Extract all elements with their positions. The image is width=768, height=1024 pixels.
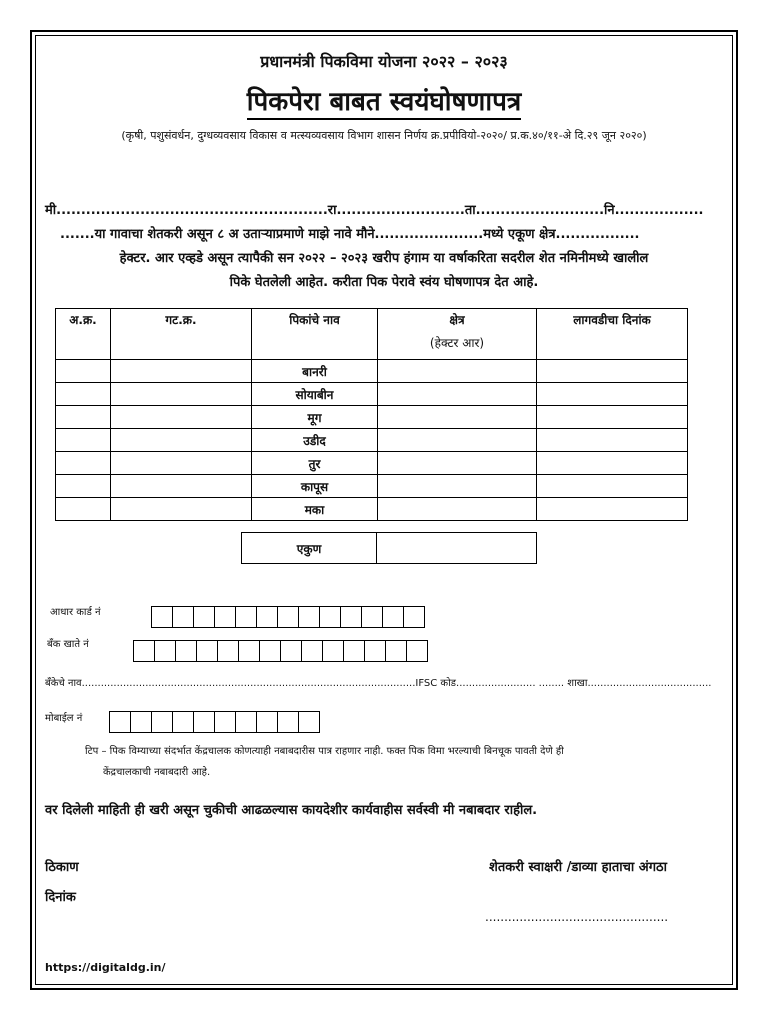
header-serial: अ.क्र. xyxy=(56,309,111,360)
cell-serial[interactable] xyxy=(56,475,111,498)
crop-name-cell: कापूस xyxy=(252,475,378,498)
cell-sowing-date[interactable] xyxy=(537,406,688,429)
total-row xyxy=(241,532,537,564)
total-label: एकुण xyxy=(242,533,377,564)
cell-serial[interactable] xyxy=(56,406,111,429)
cell-sowing-date[interactable] xyxy=(537,475,688,498)
header-area-label: क्षेत्र xyxy=(449,313,465,327)
crop-name-cell: मका xyxy=(252,498,378,521)
intro-line-2: .......या गावाचा शेतकरी असून ८ अ उताऱ्याप्रमाणे माझे नावे मौने......................मध्ये एकूण क्षेत्र................. xyxy=(60,227,640,242)
cell-group-no[interactable] xyxy=(111,498,252,521)
note-line-1: टिप – पिक विम्याच्या संदर्भात केंद्रचालक कोणत्याही नबाबदारीस पात्र राहणार नाही. फक्त पिक विमा भरल्याची बिनचूक पावती देणे ही xyxy=(85,746,564,757)
crop-name-cell: सोयाबीन xyxy=(252,383,378,406)
cell-area[interactable] xyxy=(378,406,537,429)
cell-serial[interactable] xyxy=(56,452,111,475)
aadhaar-input[interactable] xyxy=(152,606,425,628)
signature-line[interactable]: ................................................ xyxy=(485,910,669,924)
cell-sowing-date[interactable] xyxy=(537,452,688,475)
table-row xyxy=(56,406,688,429)
cell-group-no[interactable] xyxy=(111,475,252,498)
cell-area[interactable] xyxy=(378,383,537,406)
cell-group-no[interactable] xyxy=(111,383,252,406)
cell-area[interactable] xyxy=(378,498,537,521)
cell-area[interactable] xyxy=(378,360,537,383)
cell-area[interactable] xyxy=(378,452,537,475)
crop-table xyxy=(55,308,688,521)
intro-line-4: पिके घेतलेली आहेत. करीता पिक पेरावे स्वंय घोषणापत्र देत आहे. xyxy=(229,275,539,290)
crop-name-cell: मूग xyxy=(252,406,378,429)
note-line-2: केंद्रचालकाची नबाबदारी आहे. xyxy=(103,767,211,778)
website-url[interactable]: https://digitaldg.in/ xyxy=(45,961,166,974)
cell-serial[interactable] xyxy=(56,360,111,383)
table-header-row xyxy=(56,309,688,360)
intro-line-3: हेक्टर. आर एव्हडे असून त्यापैकी सन २०२२ – २०२३ खरीप हंगाम या वर्षाकरिता सदरील शेत नमिनीमध्ये खालील xyxy=(119,251,649,266)
cell-serial[interactable] xyxy=(56,429,111,452)
cell-area[interactable] xyxy=(378,429,537,452)
scheme-title: प्रधानमंत्री पिकविमा योजना २०२२ – २०२३ xyxy=(260,52,508,71)
bank-name-ifsc-branch-line[interactable]: बॅंकेचे नाव.........................................................................................................IFSC कोड......................... ........ शाखा....................................... xyxy=(45,678,712,689)
signature-label: शेतकरी स्वाक्षरी /डाव्या हाताचा अंगठा xyxy=(489,860,667,875)
crop-name-cell: बानरी xyxy=(252,360,378,383)
cell-sowing-date[interactable] xyxy=(537,360,688,383)
cell-group-no[interactable] xyxy=(111,360,252,383)
bank-account-label: बॅंक खाते नं xyxy=(47,639,89,650)
crop-name-cell: तुर xyxy=(252,452,378,475)
header-crop-name: पिकांचे नाव xyxy=(252,309,378,360)
place-label: ठिकाण xyxy=(45,860,79,875)
crop-name-cell: उडीद xyxy=(252,429,378,452)
cell-serial[interactable] xyxy=(56,498,111,521)
cell-group-no[interactable] xyxy=(111,429,252,452)
cell-area[interactable] xyxy=(378,475,537,498)
table-row xyxy=(56,383,688,406)
table-row xyxy=(56,475,688,498)
header-sowing-date: लागवडीचा दिनांक xyxy=(537,309,688,360)
declaration-statement: वर दिलेली माहिती ही खरी असून चुकीची आढळल्यास कायदेशीर कार्यवाहीस सर्वस्वी मी नबाबदार राहील. xyxy=(45,803,538,818)
gr-reference: (कृषी, पशुसंवर्धन, दुग्धव्यवसाय विकास व मत्स्यव्यवसाय विभाग शासन निर्णय क्र.प्रपीवियो-२०२०/ प्र.क.४०/११-अे दि.२९ जून २०२०) xyxy=(121,129,647,142)
table-row xyxy=(56,429,688,452)
cell-serial[interactable] xyxy=(56,383,111,406)
table-row xyxy=(56,452,688,475)
cell-sowing-date[interactable] xyxy=(537,383,688,406)
mobile-label: मोबाईल नं xyxy=(45,713,83,724)
aadhaar-label: आधार कार्ड नं xyxy=(50,607,101,618)
total-area-cell[interactable] xyxy=(377,533,537,564)
mobile-input[interactable] xyxy=(110,711,320,733)
bank-account-input[interactable] xyxy=(134,640,428,662)
header-area xyxy=(378,309,537,360)
table-row xyxy=(56,498,688,521)
date-label: दिनांक xyxy=(45,890,76,905)
page-title-text: पिकपेरा बाबत स्वयंघोषणापत्र xyxy=(247,87,521,120)
table-row xyxy=(56,360,688,383)
header-group-no: गट.क्र. xyxy=(111,309,252,360)
cell-group-no[interactable] xyxy=(111,452,252,475)
intro-line-1: मी.......................................................रा..........................ता..........................नि.................. xyxy=(45,203,704,218)
header-area-unit: (हेक्टर आर) xyxy=(429,336,485,350)
cell-sowing-date[interactable] xyxy=(537,429,688,452)
cell-sowing-date[interactable] xyxy=(537,498,688,521)
cell-group-no[interactable] xyxy=(111,406,252,429)
page-title xyxy=(35,82,733,118)
